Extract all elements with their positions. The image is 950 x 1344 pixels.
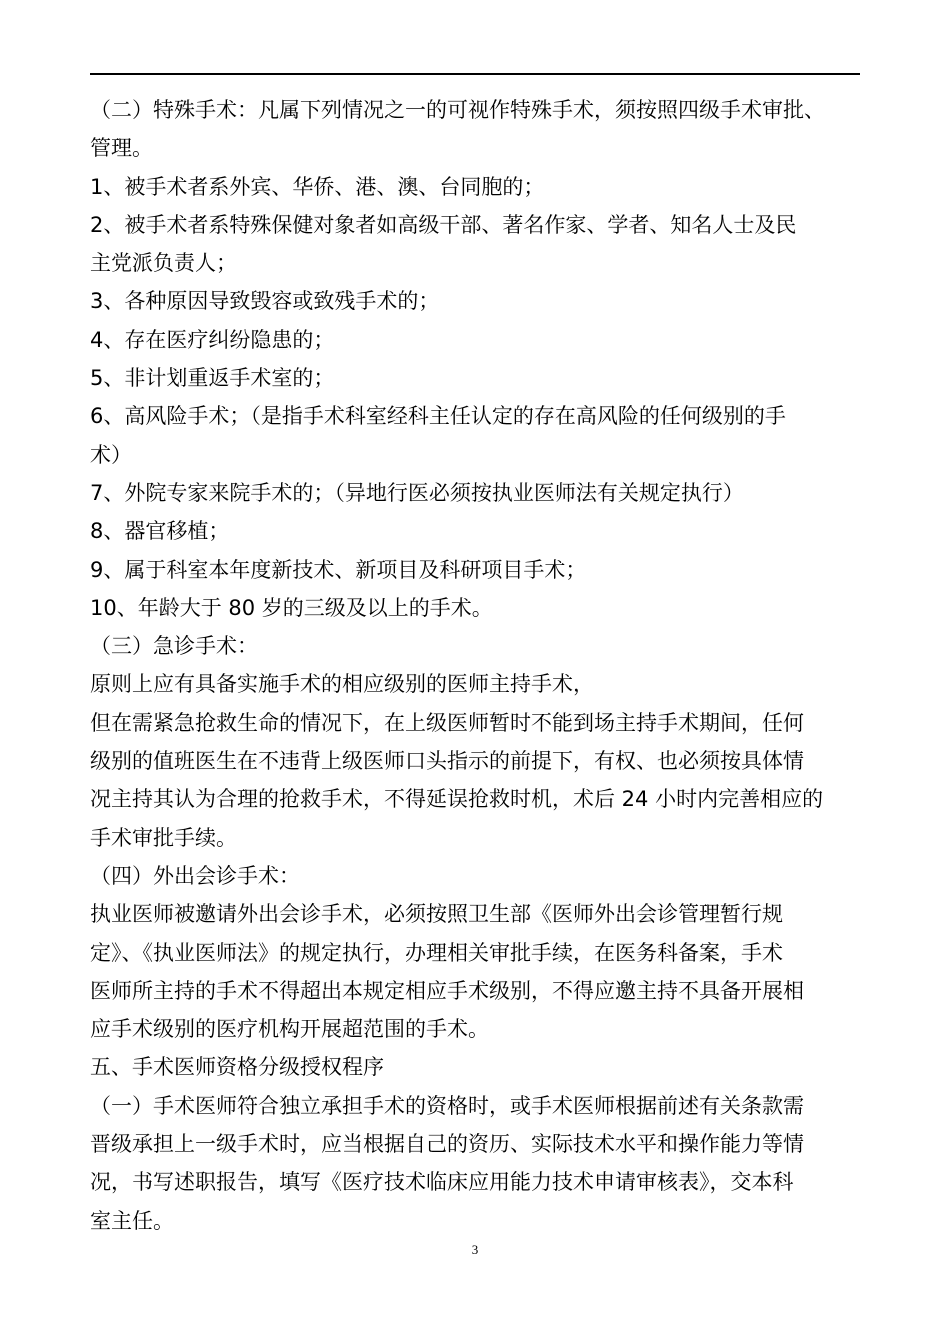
page-number: 3 (471, 1242, 479, 1257)
text-line: 定》、《执业医师法》的规定执行，办理相关审批手续，在医务科备案，手术 (90, 940, 783, 965)
document-body (90, 91, 862, 1240)
text-line: 级别的值班医生在不违背上级医师口头指示的前提下，有权、也必须按具体情 (90, 749, 804, 774)
text-line: 7、外院专家来院手术的；（异地行医必须按执业医师法有关规定执行） (90, 480, 744, 505)
text-line: 五、手术医师资格分级授权程序 (90, 1055, 384, 1080)
text-line: 原则上应有具备实施手术的相应级别的医师主持手术， (90, 672, 594, 697)
text-line: 4、存在医疗纠纷隐患的； (90, 327, 335, 352)
text-line: 室主任。 (90, 1208, 174, 1233)
text-line: 况，书写述职报告，填写《医疗技术临床应用能力技术申请审核表》，交本科 (90, 1170, 794, 1195)
text-line: 3、各种原因导致毁容或致残手术的； (90, 289, 440, 314)
header-rule (90, 73, 860, 75)
text-line: （四）外出会诊手术： (90, 863, 300, 888)
text-line: 执业医师被邀请外出会诊手术，必须按照卫生部《医师外出会诊管理暂行规 (90, 902, 783, 927)
text-line: 2、被手术者系特殊保健对象者如高级干部、著名作家、学者、知名人士及民 (90, 212, 797, 237)
text-line: 医师所主持的手术不得超出本规定相应手术级别，不得应邀主持不具备开展相 (90, 978, 804, 1003)
text-line: 5、非计划重返手术室的； (90, 366, 335, 391)
text-line: （二）特殊手术：凡属下列情况之一的可视作特殊手术，须按照四级手术审批、 (90, 98, 825, 122)
text-line: 1、被手术者系外宾、华侨、港、澳、台同胞的； (90, 174, 545, 199)
text-line: 况主持其认为合理的抢救手术，不得延误抢救时机，术后 24 小时内完善相应的 (90, 787, 824, 812)
text-line: 晋级承担上一级手术时，应当根据自己的资历、实际技术水平和操作能力等情 (90, 1132, 804, 1157)
text-line: （一）手术医师符合独立承担手术的资格时，或手术医师根据前述有关条款需 (90, 1093, 804, 1118)
text-line: 8、器官移植； (90, 519, 230, 544)
text-line: 主党派负责人； (90, 251, 237, 276)
text-line: 但在需紧急抢救生命的情况下，在上级医师暂时不能到场主持手术期间，任何 (90, 710, 804, 735)
text-line: 管理。 (90, 136, 153, 161)
text-line: 术） (90, 442, 132, 467)
text-line: 6、高风险手术；（是指手术科室经科主任认定的存在高风险的任何级别的手 (90, 404, 786, 429)
text-line: 手术审批手续。 (90, 825, 237, 850)
text-line: 应手术级别的医疗机构开展超范围的手术。 (90, 1017, 489, 1042)
text-line: 9、属于科室本年度新技术、新项目及科研项目手术； (90, 557, 587, 582)
text-line: 10、年龄大于 80 岁的三级及以上的手术。 (90, 595, 493, 620)
text-line: （三）急诊手术： (90, 634, 258, 659)
